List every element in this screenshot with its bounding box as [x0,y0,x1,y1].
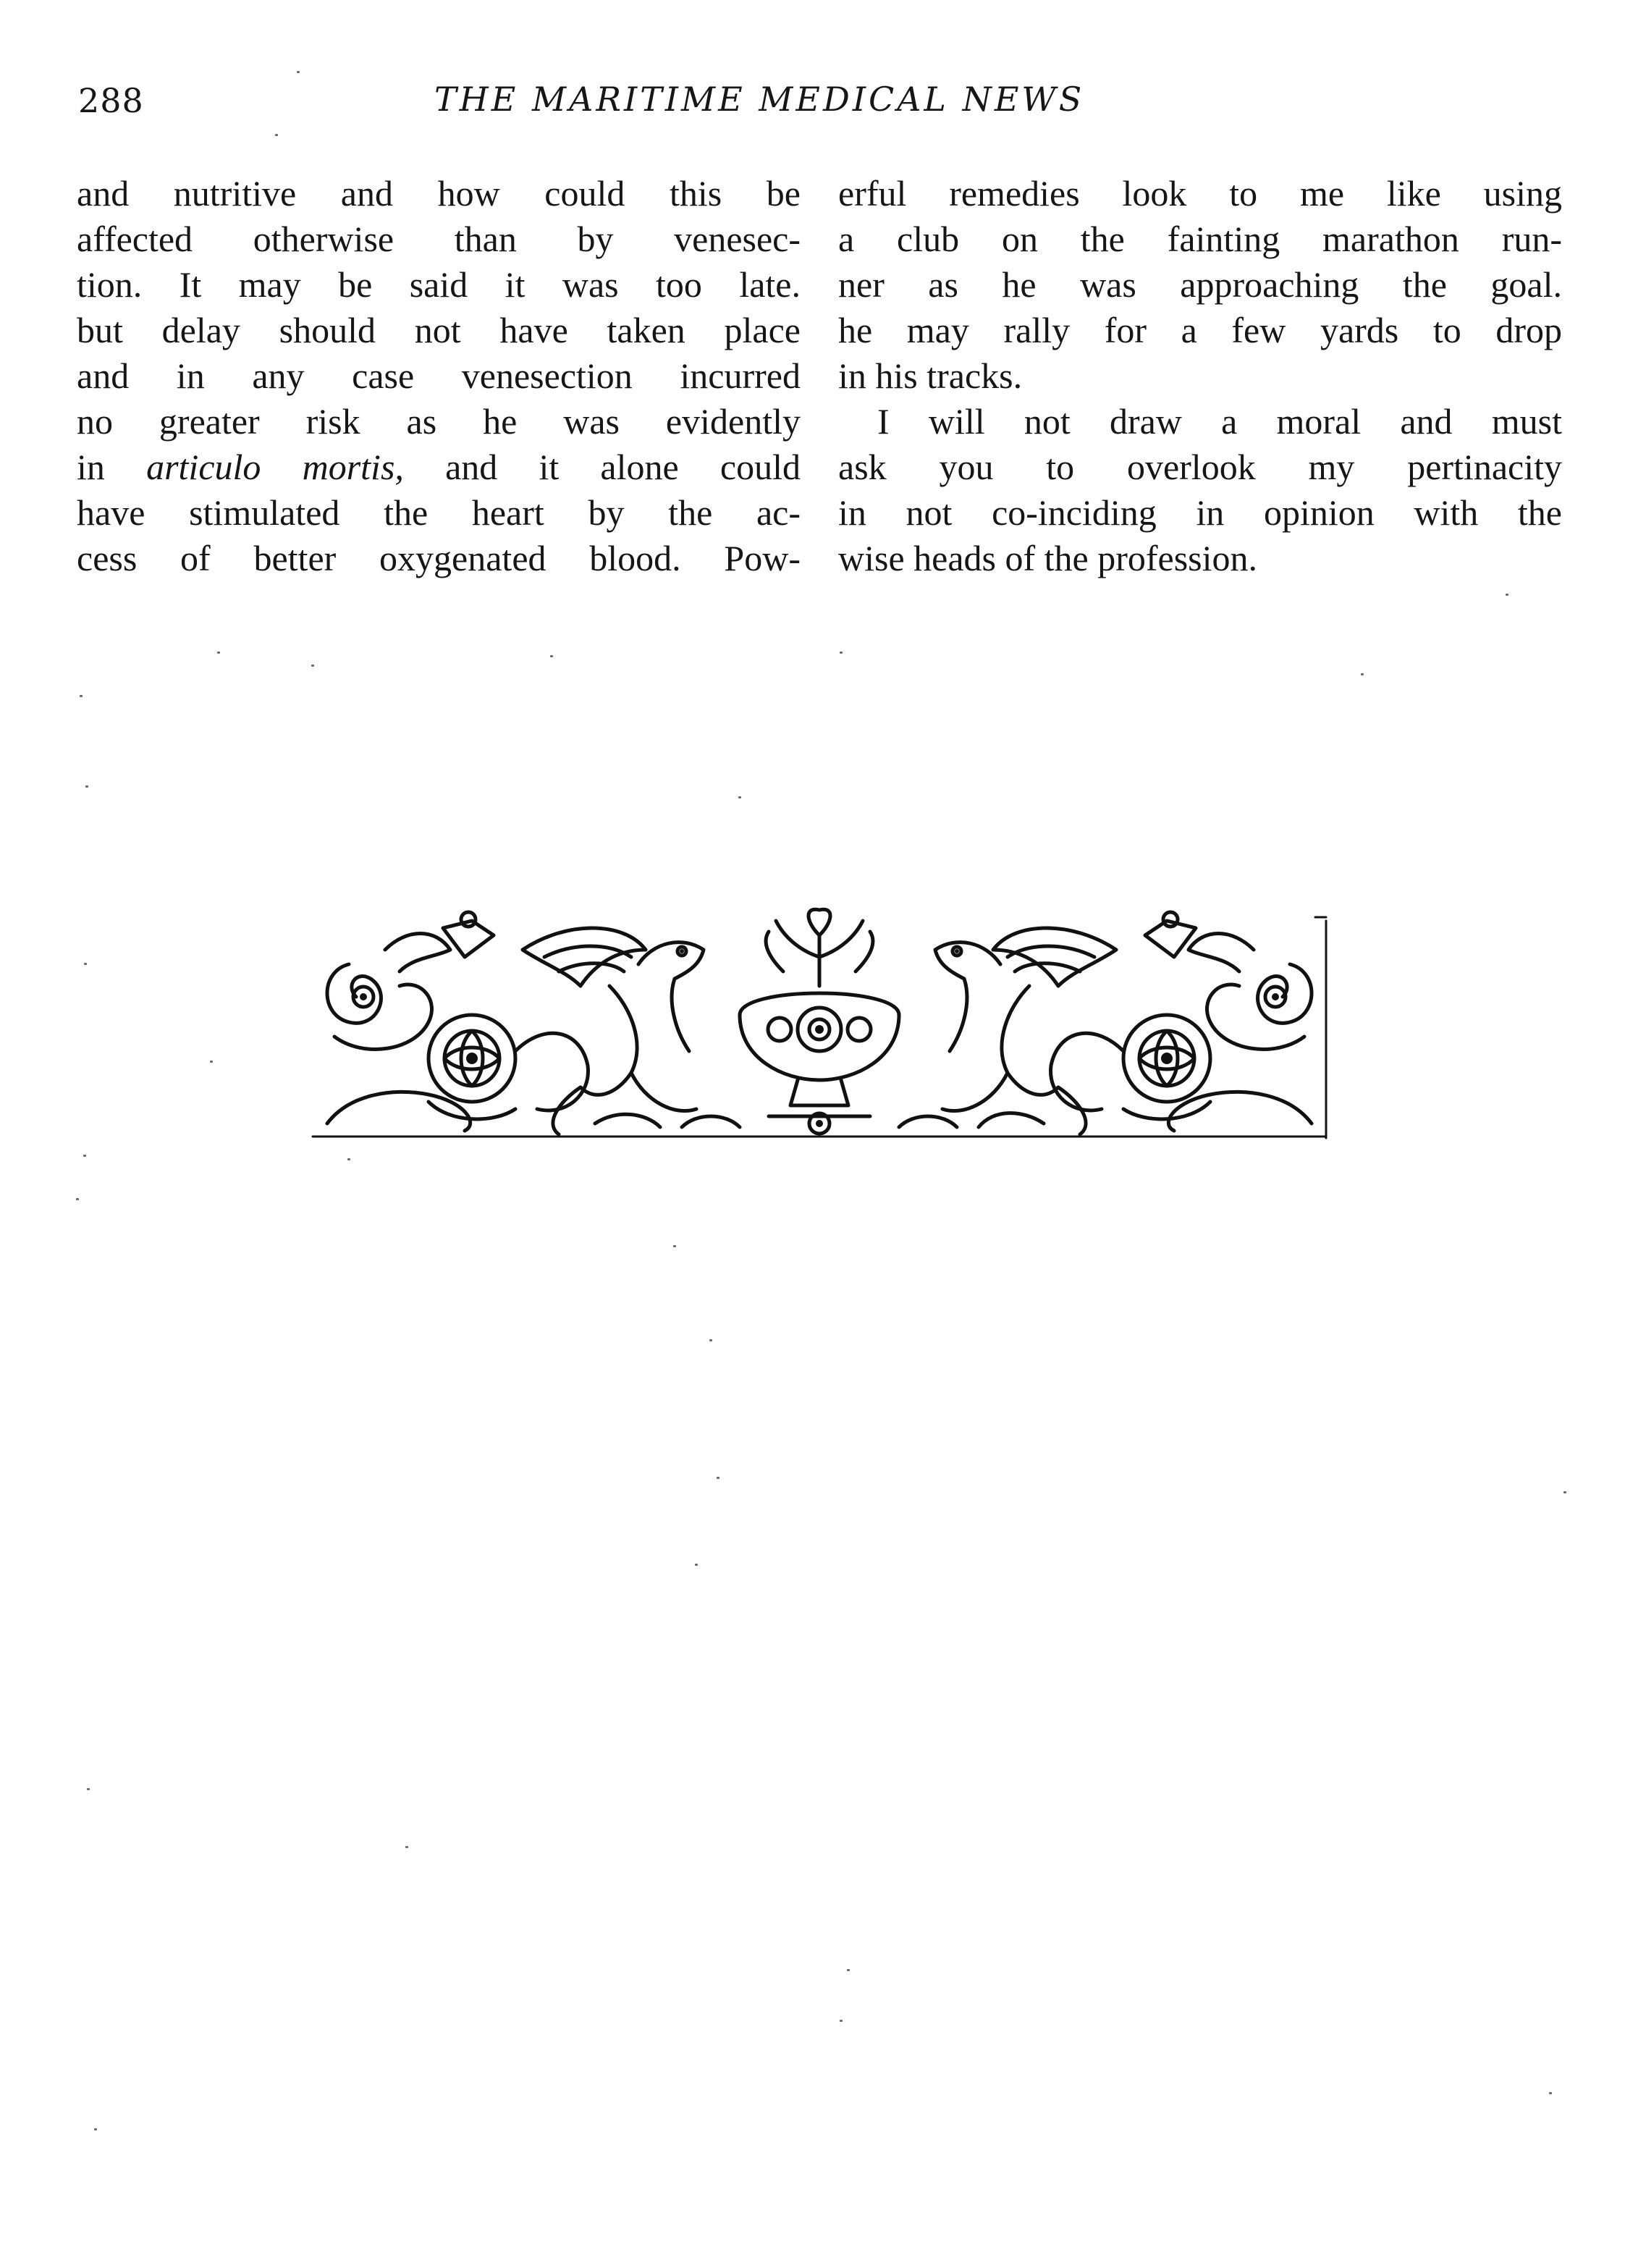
right-column [838,171,1562,581]
latin-phrase: articulo mortis, [146,447,404,487]
print-speck [738,796,741,798]
text-line: and nutritive and how could this be [77,173,801,214]
running-head: THE MARITIME MEDICAL NEWS [434,80,1085,119]
print-speck [717,1477,719,1479]
print-speck [76,1198,79,1200]
print-speck [311,665,314,667]
text-line: no greater risk as he was evidently [77,401,801,442]
print-speck [83,1155,86,1157]
text-line: erful remedies look to me like using [838,173,1562,214]
left-column [77,171,801,581]
text-line: affected otherwise than by venesec- [77,219,801,259]
print-speck [275,134,278,136]
print-speck [80,695,83,697]
text-line: in not co-inciding in opinion with the [838,492,1562,533]
griffin-urn-scroll-ornament-icon [305,906,1333,1145]
print-speck [297,71,300,73]
print-speck [550,655,553,657]
text-line: but delay should not have taken place [77,310,801,350]
print-speck [695,1564,698,1566]
print-speck [347,1158,350,1160]
print-speck [840,652,843,654]
text-line: wise heads of the profession. [838,538,1258,578]
text-line: ask you to overlook my pertinacity [838,447,1562,487]
text-line: ner as he was approaching the goal. [838,264,1562,305]
text-line: tion. It may be said it was too late. [77,264,801,305]
print-speck [217,652,220,654]
print-speck [1506,594,1508,596]
print-speck [85,785,88,788]
print-speck [840,2020,843,2022]
text-line [77,444,801,490]
print-speck [405,1846,408,1848]
print-speck [210,1061,213,1063]
text-line: have stimulated the heart by the ac- [77,492,801,533]
print-speck [1549,2092,1552,2094]
print-speck [84,963,87,965]
text-line: and in any case venesection incurred [77,355,801,396]
print-speck [709,1339,712,1341]
print-speck [94,2128,97,2130]
page-number: 288 [78,81,144,120]
text-run: and it alone could [403,447,801,487]
print-speck [1361,673,1364,675]
print-speck [1563,1491,1566,1493]
text-run: in [77,447,147,487]
text-line: cess of better oxygenated blood. Pow- [77,538,801,578]
paragraph-start-line: I will not draw a moral and must [877,401,1562,442]
text-line: he may rally for a few yards to drop [838,310,1562,350]
print-speck [673,1245,676,1247]
text-line: a club on the fainting marathon run- [838,219,1562,259]
print-speck [847,1969,850,1971]
print-speck [87,1788,90,1790]
text-line: in his tracks. [838,355,1023,396]
